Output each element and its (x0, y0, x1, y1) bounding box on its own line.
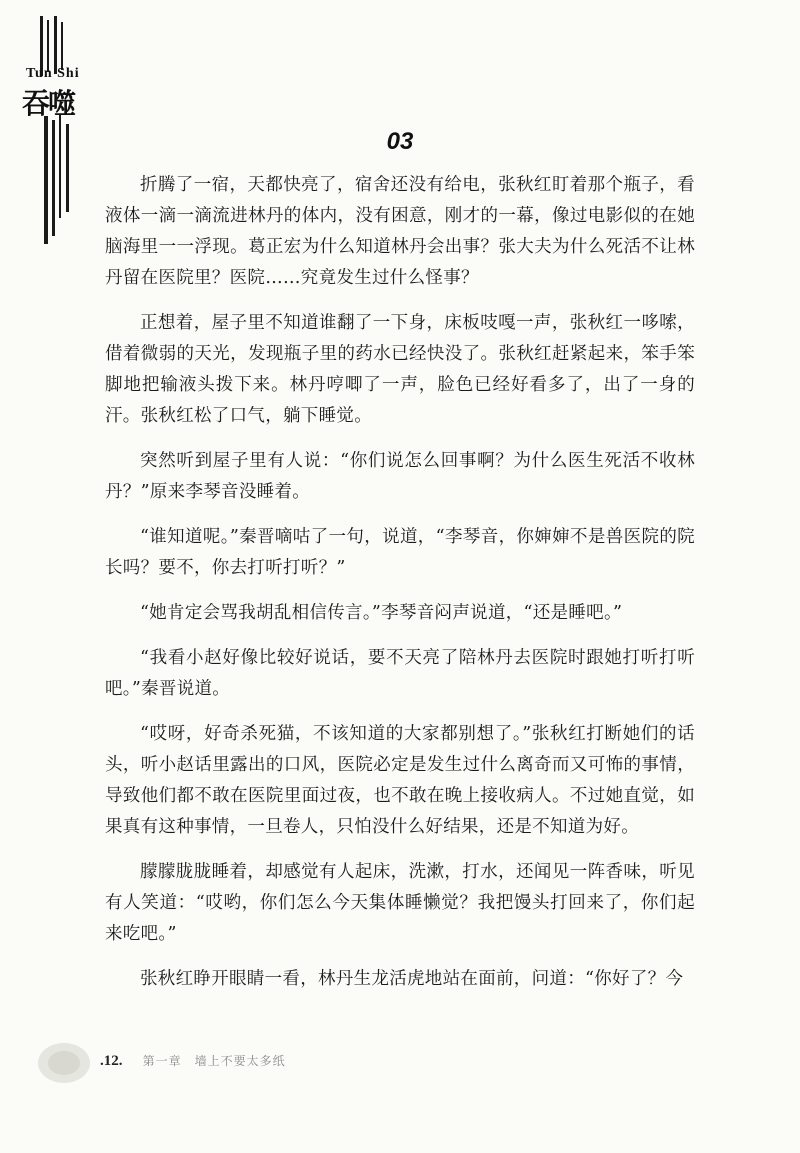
paragraph: 朦朦胧胧睡着，却感觉有人起床，洗漱，打水，还闻见一阵香味，听见有人笑道：“哎哟，你们怎么今天集体睡懒觉？我把馒头打回来了，你们起来吃吧。” (105, 862, 695, 944)
paragraph: 正想着，屋子里不知道谁翻了一下身，床板吱嘎一声，张秋红一哆嗦，借着微弱的天光，发现瓶子里的药水已经快没了。张秋红赶紧起来，笨手笨脚地把输液头拨下来。林丹哼唧了一声，脸色已经好看多了，出了一身的汗。张秋红松了口气，躺下睡觉。 (105, 313, 695, 426)
paragraph: 折腾了一宿，天都快亮了，宿舍还没有给电，张秋红盯着那个瓶子，看液体一滴一滴流进林丹的体内，没有困意，刚才的一幕，像过电影似的在她脑海里一一浮现。葛正宏为什么知道林丹会出事？张大夫为什么死活不让林丹留在医院里？医院……究竟发生过什么怪事？ (105, 175, 695, 288)
paragraph: “谁知道呢。”秦晋嘀咕了一句，说道，“李琴音，你婶婶不是兽医院的院长吗？要不，你去打听打听？” (105, 527, 695, 578)
paragraph: 突然听到屋子里有人说：“你们说怎么回事啊？为什么医生死活不收林丹？”原来李琴音没睡着。 (105, 451, 695, 502)
paragraph: “她肯定会骂我胡乱相信传言。”李琴音闷声说道，“还是睡吧。” (140, 603, 623, 623)
running-footer-title: 第一章 墙上不要太多纸 (142, 1054, 286, 1068)
paragraph: “哎呀，好奇杀死猫，不该知道的大家都别想了。”张秋红打断她们的话头，听小赵话里露出的口风，医院必定是发生过什么离奇而又可怖的事情，导致他们都不敢在医院里面过夜，也不敢在晚上接收病人。不过她直觉，如果真有这种事情，一旦卷人，只怕没什么好结果，还是不知道为好。 (105, 724, 695, 837)
footer-ornament-icon (34, 1038, 94, 1088)
paragraph: 张秋红睁开眼睛一看，林丹生龙活虎地站在面前，问道：“你好了？今 (140, 969, 684, 989)
series-name-logo: 吞噬 (22, 87, 75, 120)
page-footer (100, 1052, 286, 1070)
paragraph: “我看小赵好像比较好说话，要不天亮了陪林丹去医院时跟她打听打听吧。”秦晋说道。 (105, 648, 695, 699)
series-name-latin: Tun Shi (26, 66, 80, 81)
page-number: .12. (100, 1053, 123, 1069)
body-text (105, 170, 695, 1009)
section-number: 03 (386, 128, 414, 155)
